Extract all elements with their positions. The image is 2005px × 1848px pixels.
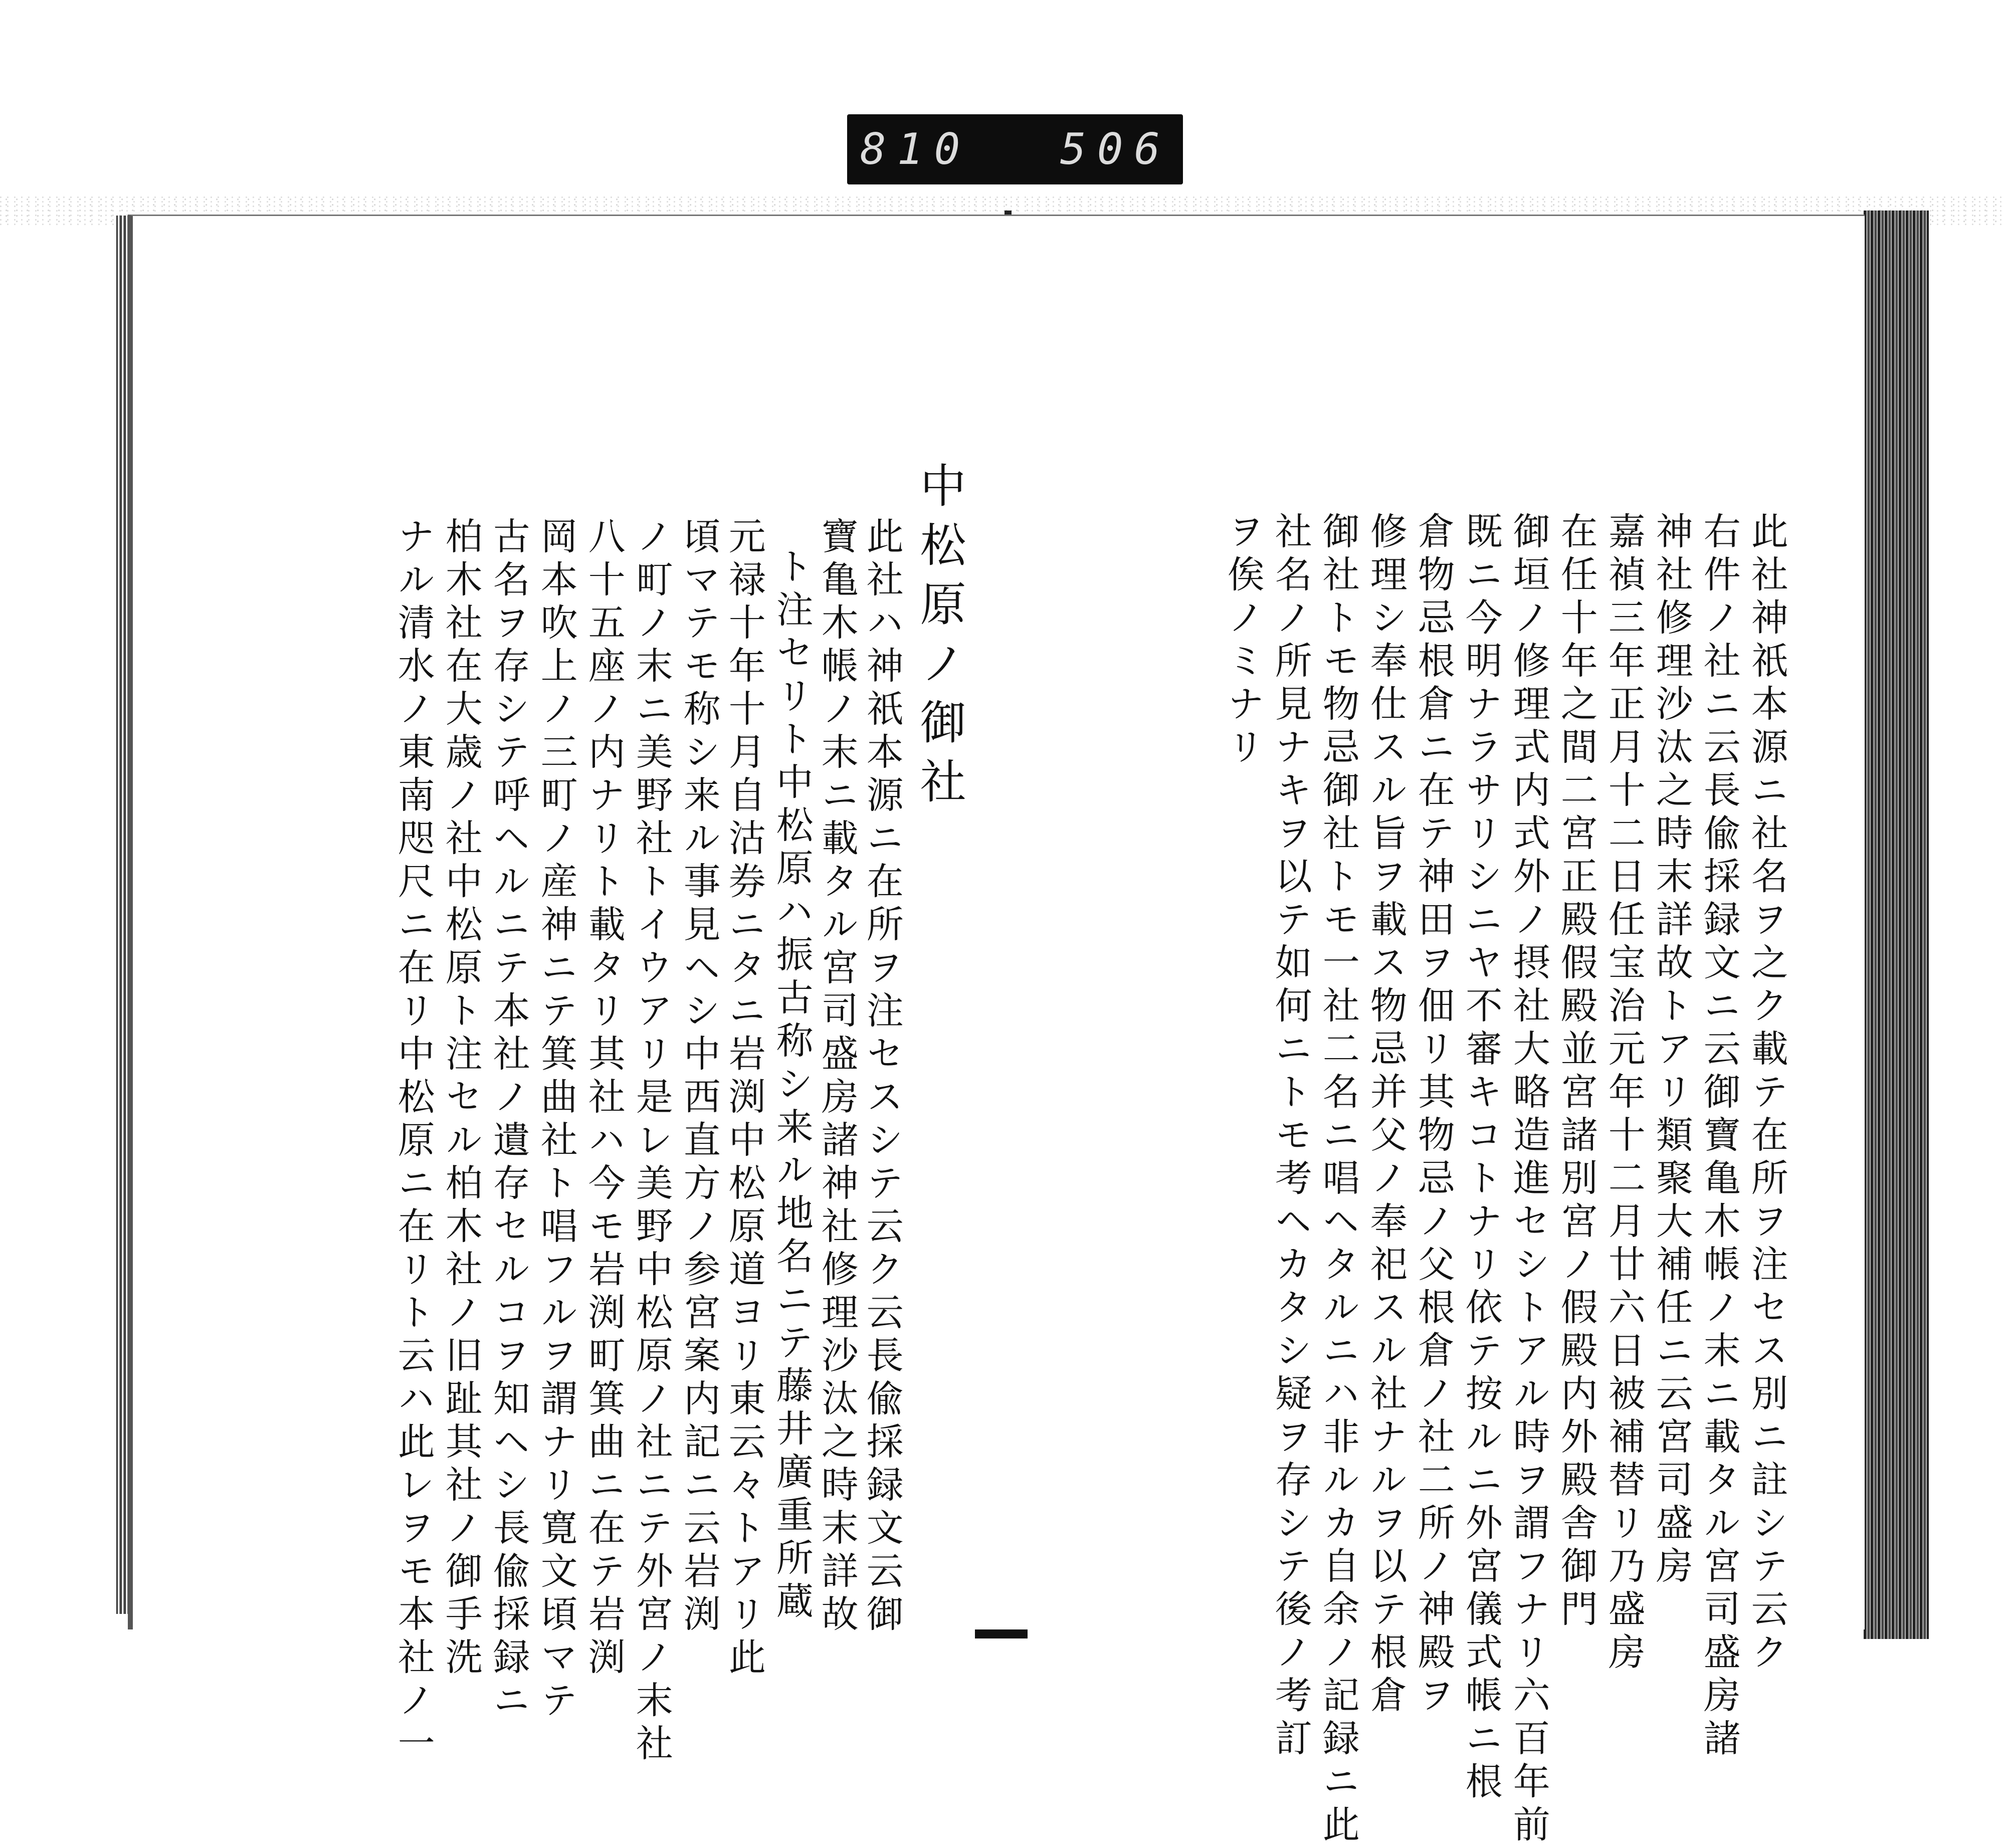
text-column: 寶亀木帳ノ末ニ載タル宮司盛房諸神社修理沙汰之時末詳故: [815, 517, 859, 1637]
text-column: 此社ハ神祇本源ニ在所ヲ注セスシテ云ク云長偸採録文云御: [860, 517, 904, 1637]
text-column: 嘉禎三年正月十二日任宝治元年十二月廿六日被補替リ乃盛房: [1602, 512, 1646, 1676]
text-column: 倉物忌根倉ニ在テ神田ヲ佃リ其物忌ノ父根倉ノ社二所ノ神殿ヲ: [1412, 512, 1455, 1719]
text-column: 頃マテモ称シ来ル事見ヘシ中西直方ノ参宮案内記ニ云岩渕: [677, 517, 721, 1637]
text-column: 岡本吹上ノ三町ノ産神ニテ箕曲社ト唱フルヲ謂ナリ寛文頃マテ: [534, 517, 578, 1724]
text-column: ヲ俟ノミナリ: [1221, 512, 1265, 770]
text-column: 柏木社在大歳ノ社中松原ト注セル柏木社ノ旧趾其社ノ御手洗: [439, 517, 483, 1681]
text-column: ナル清水ノ東南咫尺ニ在リ中松原ニ在リト云ハ此レヲモ本社ノ一: [391, 517, 435, 1767]
text-column: 既ニ今明ナラサリシニヤ不審キコトナリ依テ按ルニ外宮儀式帳ニ根: [1459, 512, 1503, 1805]
text-column: 御垣ノ修理式内式外ノ摂社大略造進セシトアル時ヲ謂フナリ六百年前: [1507, 512, 1550, 1848]
text-column: ノ町ノ末ニ美野社トイウアリ是レ美野中松原ノ社ニテ外宮ノ末社: [630, 517, 673, 1767]
frame-number-right: 506: [1060, 124, 1171, 174]
text-column: 古名ヲ存シテ呼ヘルニテ本社ノ遺存セルコヲ知ヘシ長偸採録ニ: [487, 517, 530, 1724]
text-column: 八十五座ノ内ナリト載タリ其社ハ今モ岩渕町箕曲ニ在テ岩渕: [582, 517, 626, 1681]
text-column: 修理シ奉仕スル旨ヲ載ス物忌并父ノ奉祀スル社ナルヲ以テ根倉: [1364, 512, 1408, 1719]
text-column: 此社神祇本源ニ社名ヲ之ク載テ在所ヲ注セス別ニ註シテ云ク: [1745, 512, 1788, 1676]
text-column: ト注セリト中松原ハ振古称シ来ル地名ニテ藤井廣重所蔵: [770, 547, 814, 1624]
text-column: 御社トモ物忌御社トモ一社二名ニ唱ヘタルニハ非ルカ自余ノ記録ニ此: [1316, 512, 1360, 1848]
section-title: 中松原ノ御社: [912, 462, 966, 816]
left-page: [128, 215, 1015, 1767]
text-column: 右件ノ社ニ云長偸採録文ニ云御寶亀木帳ノ末ニ載タル宮司盛房諸: [1697, 512, 1741, 1762]
text-column: 在任十年之間二宮正殿假殿並宮諸別宮ノ假殿内外殿舎御門: [1554, 512, 1598, 1632]
text-column: 元禄十年十月自沽券ニタニ岩渕中松原道ヨリ東云々トアリ此: [722, 517, 766, 1681]
frame-number-left: 810: [860, 124, 971, 174]
text-column: 神社修理沙汰之時末詳故トアリ類聚大補任ニ云宮司盛房: [1650, 512, 1693, 1589]
microfilm-frame-label: [847, 114, 1183, 184]
right-page: [1010, 215, 1865, 1848]
book-right-edge: [1864, 211, 1929, 1639]
text-column: 社名ノ所見ナキヲ以テ如何ニトモ考ヘカタシ疑ヲ存シテ後ノ考訂: [1269, 512, 1312, 1762]
